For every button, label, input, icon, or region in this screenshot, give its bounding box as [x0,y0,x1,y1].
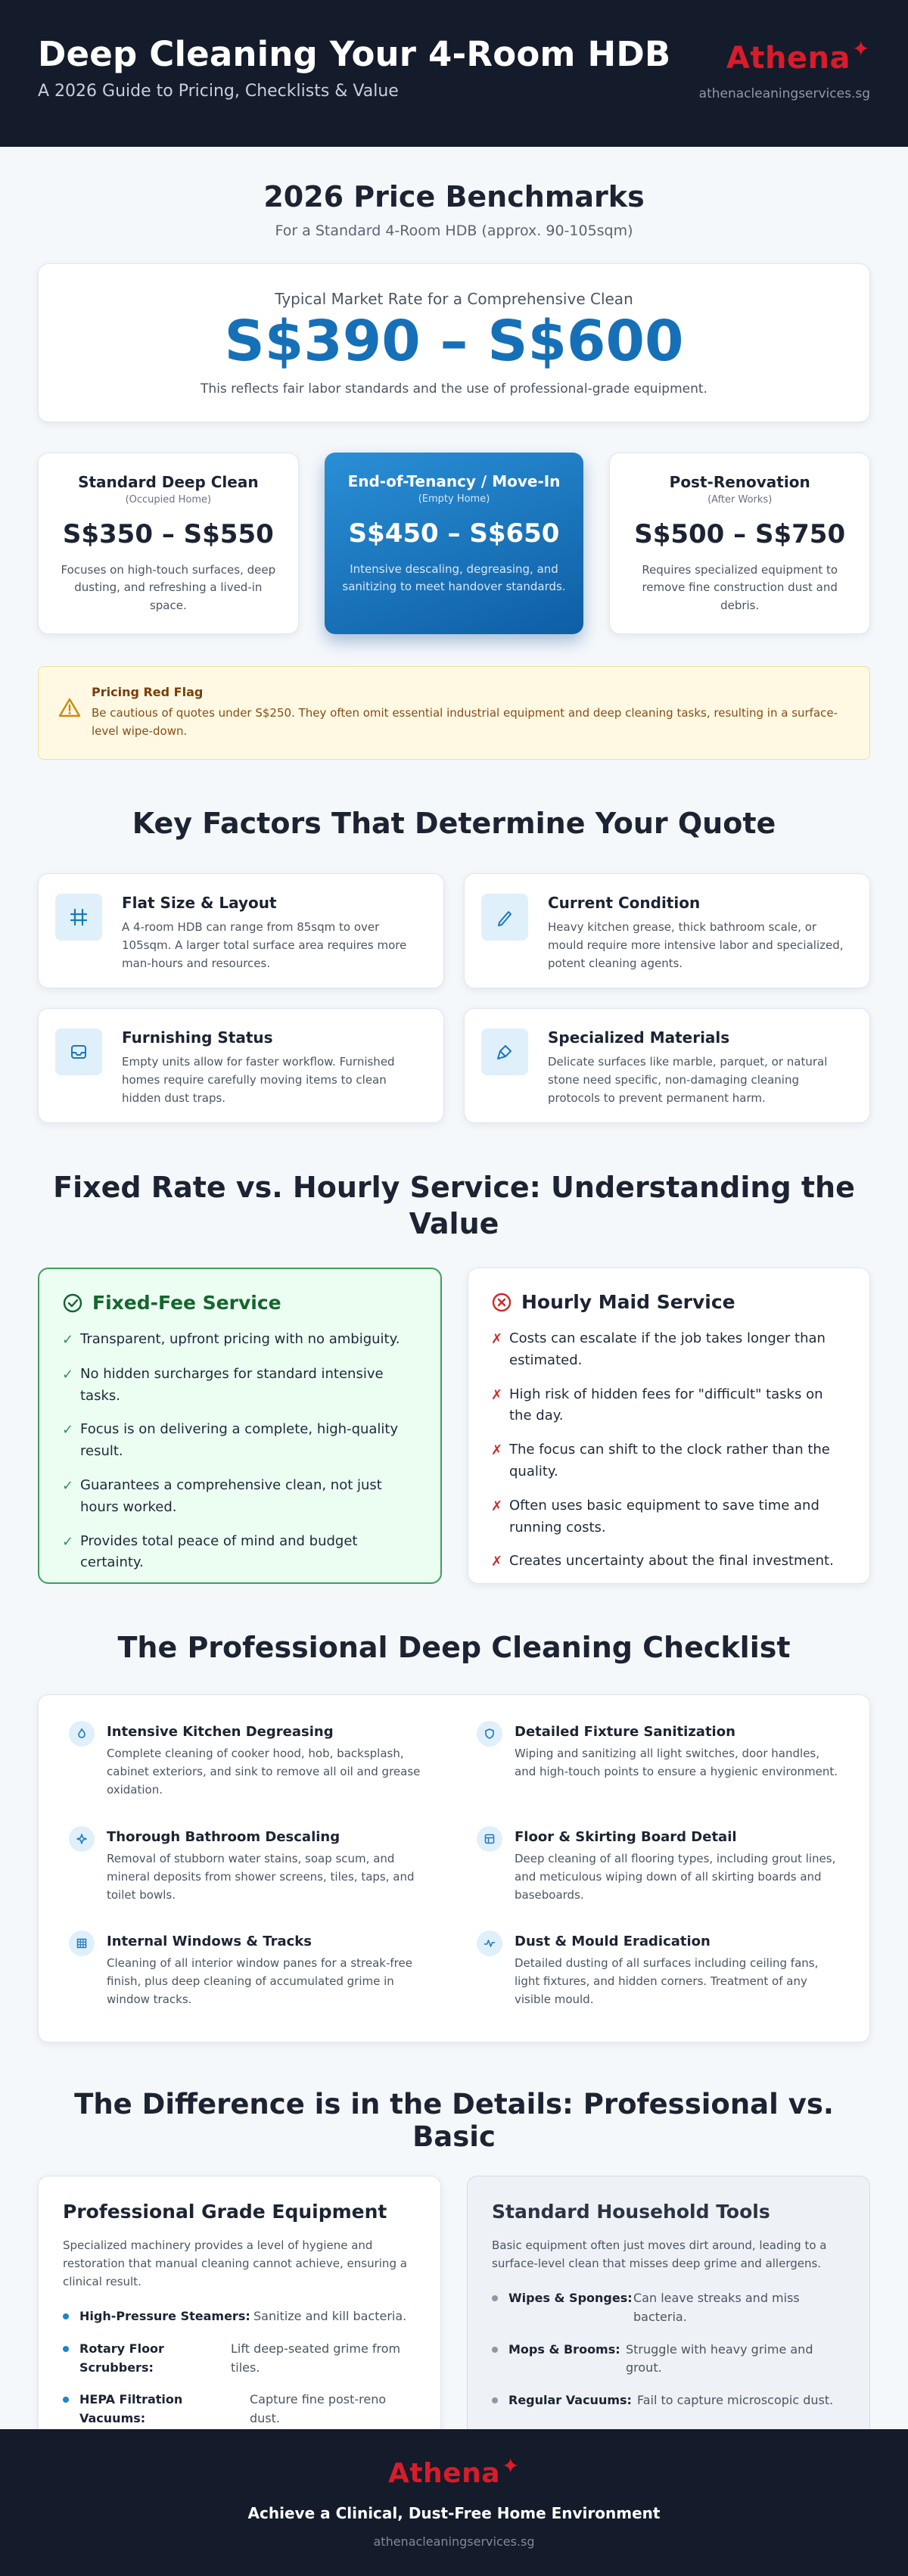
list-item [62,1419,418,1463]
list-item-text: Creates uncertainty about the final investment. [509,1553,834,1570]
page-title: Deep Cleaning Your 4-Room HDB [38,34,671,74]
checklist-item-desc: Wiping and sanitizing all light switches, door handles, and high-touch points to ensure a hygienic environment. [515,1747,838,1778]
header [0,0,908,147]
compare-section [0,1123,908,1584]
list-item [491,1384,847,1428]
list-item [63,2340,416,2378]
sparkle-icon: ✦ [502,2453,520,2478]
check-circle-icon [62,1293,83,1314]
tool-name: Mops & Brooms: [508,2341,620,2357]
list-item [62,1475,418,1519]
red-flag-text: Be cautious of quotes under S$250. They often omit essential industrial equipment and deep cleaning tasks, resulting in a surface-level wipe-down. [92,706,838,738]
checklist-item [477,1724,839,1803]
cross-icon: ✗ [491,1442,503,1459]
factors-section [0,760,908,1123]
x-circle-icon [491,1292,512,1313]
checklist-item [477,1829,839,1909]
household-tools-card [467,2176,870,2448]
list-item [62,1329,418,1352]
list-item [491,1439,847,1483]
list-item-text: Guarantees a comprehensive clean, not just hours worked. [80,1476,382,1515]
equipment-name: HEPA Filtration Vacuums: [79,2392,183,2426]
price-tiers [38,453,870,634]
tier-desc: Intensive descaling, degreasing, and sanitizing to meet handover standards. [342,562,566,594]
tool-drawback: Can leave streaks and miss bacteria. [633,2291,800,2324]
check-icon: ✓ [62,1533,74,1550]
list-item [63,2307,416,2326]
factor-desc: Delicate surfaces like marble, parquet, or natural stone need specific, non-damaging cleaning protocols to prevent permanent harm. [548,1055,828,1105]
list-item [63,2391,416,2428]
brush-icon [481,1028,528,1075]
fixed-fee-card [38,1268,442,1584]
equipment-name: Rotary Floor Scrubbers: [79,2341,164,2375]
list-item-text: Often uses basic equipment to save time and running costs. [509,1497,819,1535]
checklist-item-desc: Removal of stubborn water stains, soap scum, and mineral deposits from shower screens, tiles, taps, and toilet bowls. [107,1851,415,1902]
tier-end-of-tenancy [325,453,584,634]
list-item-text: Focus is on delivering a complete, high-quality result. [80,1421,399,1460]
checklist-item [69,1829,431,1909]
pro-title: Professional Grade Equipment [63,2201,387,2223]
basic-title: Standard Household Tools [492,2201,770,2223]
bullet-icon [63,2313,69,2319]
sparkle-icon: ✦ [852,36,870,61]
equipment-benefit: Sanitize and kill bacteria. [253,2309,407,2323]
brand-name: Athena [726,41,851,76]
list-item-text: No hidden surcharges for standard intensive tasks. [80,1365,384,1404]
tool-drawback: Struggle with heavy grime and grout. [626,2341,813,2375]
tier-price: S$350 – S$550 [62,519,274,549]
fixed-fee-title: Fixed-Fee Service [92,1292,281,1314]
equipment-benefit: Lift deep-seated grime from tiles. [231,2341,401,2375]
check-icon: ✓ [62,1366,74,1383]
checklist-section [0,1584,908,2042]
factor-materials [464,1008,870,1123]
tool-name: Regular Vacuums: [508,2393,632,2408]
cross-icon: ✗ [491,1498,503,1514]
bullet-icon [492,2397,498,2403]
equipment-name: High-Pressure Steamers: [79,2309,250,2323]
factor-title: Furnishing Status [122,1028,273,1047]
bullet-icon [63,2397,69,2403]
warning-icon [58,697,81,718]
basic-desc: Basic equipment often just moves dirt around, leading to a surface-level clean that misses deep grime and allergens. [492,2238,827,2270]
footer-url: athenacleaningservices.sg [373,2534,535,2549]
checklist-item-desc: Detailed dusting of all surfaces including ceiling fans, light fixtures, and hidden corners. Treatment of any visible mould. [515,1956,819,2007]
pricing-title: 2026 Price Benchmarks [263,180,645,213]
market-rate-range: S$390 – S$600 [224,309,684,374]
list-item [491,1328,847,1372]
difference-title: The Difference is in the Details: Professional vs. Basic [74,2088,834,2153]
bullet-icon [63,2346,69,2352]
list-item [492,2391,845,2410]
list-item [491,1495,847,1539]
pencil-icon [481,894,528,941]
factor-size [38,873,444,988]
list-item-text: Transparent, upfront pricing with no ambiguity. [80,1331,400,1347]
tier-title: End-of-Tenancy / Move-In [347,472,561,490]
pricing-subtitle: For a Standard 4-Room HDB (approx. 90-105sqm) [275,222,633,239]
sparkle-icon [69,1826,95,1852]
layout-icon [477,1826,502,1852]
list-item [62,1531,418,1575]
inbox-icon [55,1028,102,1075]
red-flag-title: Pricing Red Flag [92,685,204,699]
list-item-text: High risk of hidden fees for "difficult" tasks on the day. [509,1386,823,1424]
factor-desc: Heavy kitchen grease, thick bathroom scale, or mould require more intensive labor and specialized, potent cleaning agents. [548,920,844,970]
checklist-item-title: Detailed Fixture Sanitization [515,1724,735,1740]
tier-desc: Focuses on high-touch surfaces, deep dusting, and refreshing a lived-in space. [61,563,276,612]
factor-title: Current Condition [548,894,701,912]
list-item-text: The focus can shift to the clock rather than the quality. [509,1442,830,1479]
list-item [492,2289,845,2327]
brand-logo [726,36,870,76]
pro-desc: Specialized machinery provides a level of hygiene and restoration that manual cleaning cannot achieve, ensuring a clinical result. [63,2238,407,2288]
checklist-item-title: Floor & Skirting Board Detail [515,1828,737,1845]
check-icon: ✓ [62,1422,74,1439]
tier-standard [38,453,299,634]
cross-icon: ✗ [491,1331,503,1347]
factor-condition [464,873,870,988]
footer-tagline: Achieve a Clinical, Dust-Free Home Environment [247,2504,661,2522]
equipment-benefit: Capture fine post-reno dust. [250,2392,387,2426]
checklist-item-desc: Complete cleaning of cooker hood, hob, backsplash, cabinet exteriors, and sink to remove all oil and grease oxidation. [107,1747,421,1797]
tier-post-renovation [609,453,870,634]
checklist-item-title: Dust & Mould Eradication [515,1934,711,1950]
footer [0,2429,908,2576]
footer-logo [387,2453,520,2489]
page-subtitle: A 2026 Guide to Pricing, Checklists & Value [38,81,399,101]
list-item [62,1364,418,1408]
list-item-text: Costs can escalate if the job takes longer than estimated. [509,1330,826,1368]
market-rate-card [38,263,870,422]
factor-title: Specialized Materials [548,1028,730,1047]
shield-icon [477,1721,502,1747]
list-item-text: Provides total peace of mind and budget certainty. [80,1532,358,1571]
bullet-icon [492,2295,498,2301]
pricing-section [0,147,908,760]
tier-price: S$450 – S$650 [348,518,560,549]
footer-brand: Athena [387,2458,501,2489]
tier-desc: Requires specialized equipment to remove fine construction dust and debris. [642,563,838,612]
tier-tag: (Empty Home) [418,493,490,505]
market-rate-note: This reflects fair labor standards and the use of professional-grade equipment. [201,381,707,397]
checklist-item-desc: Deep cleaning of all flooring types, including grout lines, and meticulous wiping down of all skirting boards and baseboards. [515,1851,836,1902]
hourly-card [468,1268,870,1584]
tier-title: Post-Renovation [669,473,810,491]
check-icon: ✓ [62,1332,74,1348]
hourly-title: Hourly Maid Service [521,1291,735,1313]
checklist-item [477,1934,839,2013]
market-rate-label: Typical Market Rate for a Comprehensive Clean [275,290,633,308]
check-icon: ✓ [62,1477,74,1494]
floorplan-icon [55,894,102,941]
checklist-item-title: Internal Windows & Tracks [107,1934,312,1950]
checklist-title: The Professional Deep Cleaning Checklist [117,1631,791,1664]
factor-furnishing [38,1008,444,1123]
tier-price: S$500 – S$750 [634,519,846,549]
flame-icon [69,1721,95,1747]
difference-section [0,2042,908,2448]
checklist-item-title: Intensive Kitchen Degreasing [107,1724,334,1740]
list-item [491,1551,847,1573]
checklist-item [69,1724,431,1803]
checklist-card [38,1694,870,2042]
factor-title: Flat Size & Layout [122,894,277,912]
bullet-icon [492,2347,498,2353]
pricing-red-flag [38,666,870,760]
professional-equipment-card [38,2176,441,2448]
tier-title: Standard Deep Clean [78,473,259,491]
cross-icon: ✗ [491,1386,503,1403]
activity-icon [477,1930,502,1956]
checklist-item-desc: Cleaning of all interior window panes for a streak-free finish, plus deep cleaning of accumulated grime in window tracks. [107,1956,412,2007]
tool-name: Wipes & Sponges: [508,2291,633,2305]
factor-desc: Empty units allow for faster workflow. Furnished homes require carefully moving items to clean hidden dust traps. [122,1055,395,1105]
list-item [492,2341,845,2378]
window-grid-icon [69,1930,95,1956]
tier-tag: (After Works) [707,494,773,506]
header-url: athenacleaningservices.sg [698,86,870,101]
compare-title: Fixed Rate vs. Hourly Service: Understanding the Value [53,1171,855,1240]
factors-title: Key Factors That Determine Your Quote [132,807,776,840]
checklist-item [69,1934,431,2013]
tool-drawback: Fail to capture microscopic dust. [637,2393,834,2408]
tier-tag: (Occupied Home) [125,494,212,506]
factor-desc: A 4-room HDB can range from 85sqm to over 105sqm. A larger total surface area requires more man-hours and resources. [122,920,407,970]
cross-icon: ✗ [491,1554,503,1570]
checklist-item-title: Thorough Bathroom Descaling [107,1828,340,1845]
